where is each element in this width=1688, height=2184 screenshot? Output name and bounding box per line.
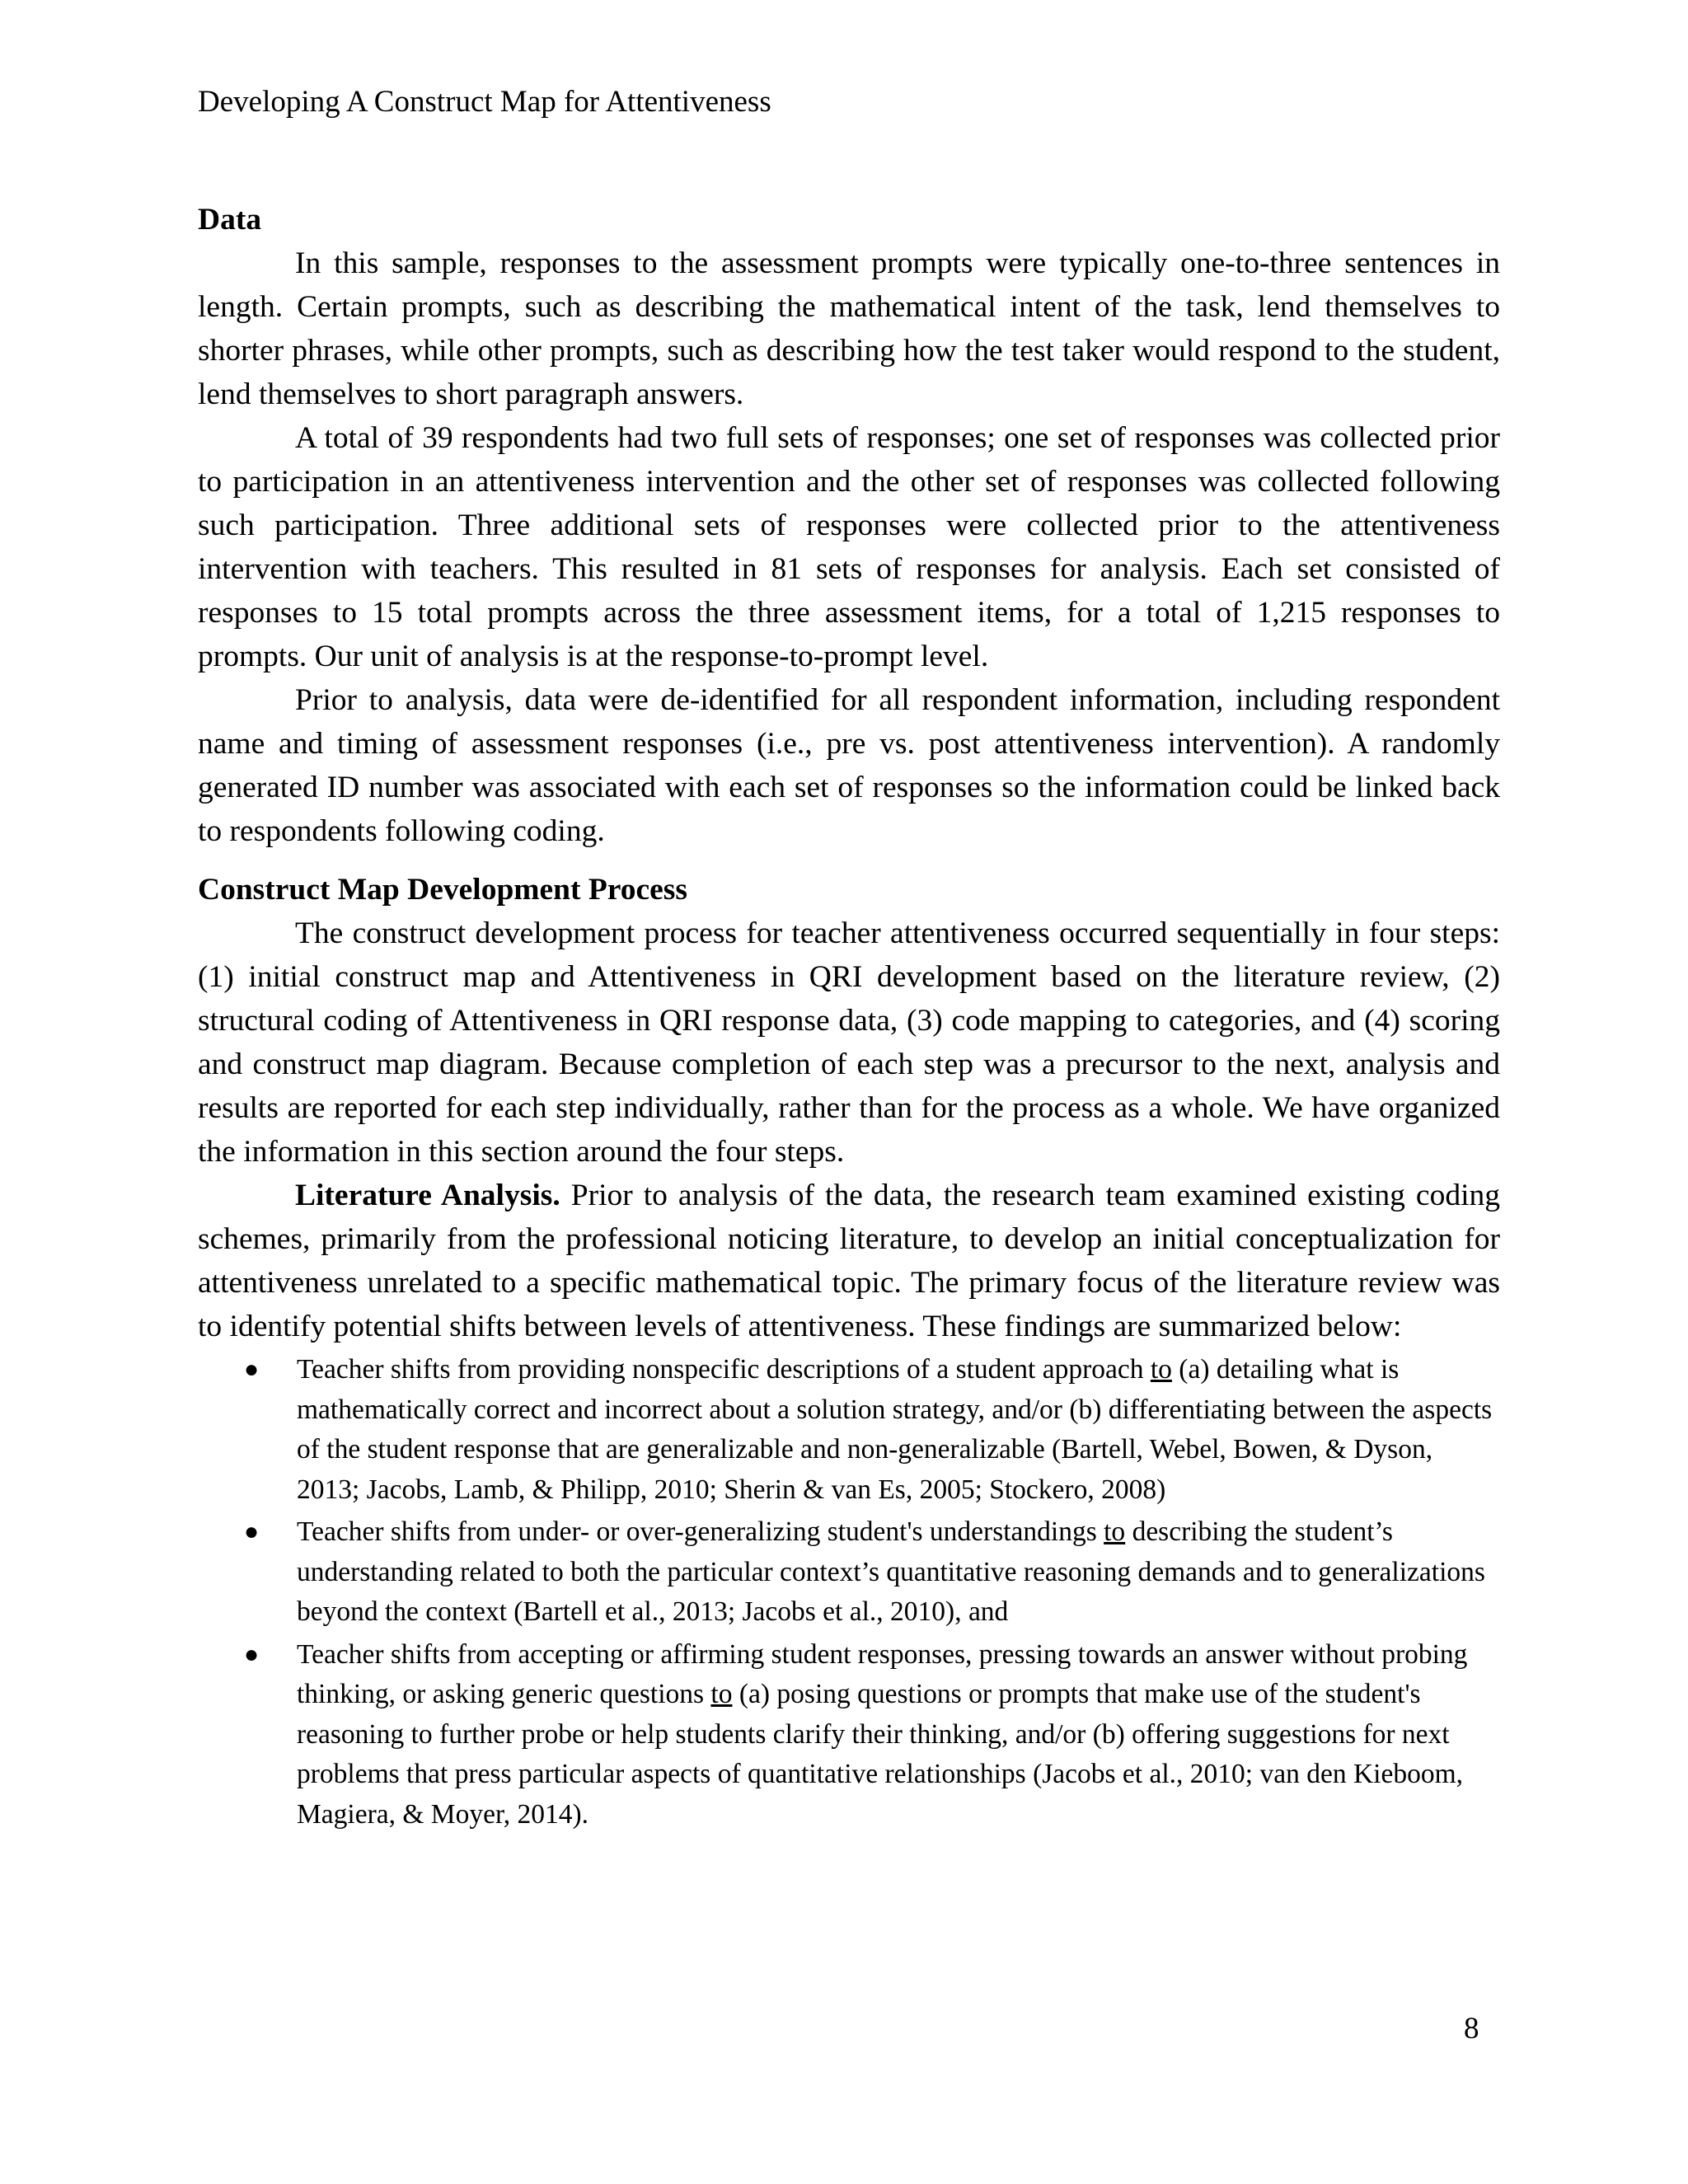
finding-connector: to	[1104, 1516, 1126, 1547]
findings-list	[198, 1350, 1500, 1835]
list-item	[244, 1635, 1500, 1835]
bullet-icon: ●	[244, 1640, 260, 1668]
page-body	[198, 198, 1500, 1837]
section-heading-construct-map: Construct Map Development Process	[198, 873, 687, 907]
bullet-icon: ●	[244, 1518, 260, 1545]
finding-text-start: Teacher shifts from under- or over-generalizing student's understandings	[297, 1516, 1104, 1547]
finding-text-end: describing the student’s understanding related to both the particular context’s quantitative reasoning demands and to generalizations beyond the context (Bartell et al., 2013; Jacobs et al., 2010), and	[297, 1516, 1485, 1627]
literature-analysis-text: Prior to analysis of the data, the research team examined existing coding schemes, primarily from the professional noticing literature, to develop an initial conceptualization for attentiveness unrelated to a specific mathematical topic. The primary focus of the literature review was to identify potential shifts between levels of attentiveness. These findings are summarized below:	[198, 1179, 1500, 1343]
paragraph-data-2: A total of 39 respondents had two full sets of responses; one set of responses was collected prior to participation in an attentiveness intervention and the other set of responses was collected following such participation. Three additional sets of responses were collected prior to the attentiveness intervention with teachers. This resulted in 81 sets of responses for analysis. Each set consisted of responses to 15 total prompts across the three assessment items, for a total of 1,215 responses to prompts. Our unit of analysis is at the response-to-prompt level.	[198, 421, 1500, 673]
paragraph-data-1: In this sample, responses to the assessment prompts were typically one-to-three sentences in length. Certain prompts, such as describing the mathematical intent of the task, lend themselves to shorter phrases, while other prompts, such as describing how the test taker would respond to the student, lend themselves to short paragraph answers.	[198, 246, 1500, 411]
finding-text-end: (a) detailing what is mathematically correct and incorrect about a solution strategy, and/or (b) differentiating between the aspects of the student response that are generalizable and non-generalizable (Bartell, Webel, Bowen, & Dyson, 2013; Jacobs, Lamb, & Philipp, 2010; Sherin & van Es, 2005; Stockero, 2008)	[297, 1354, 1493, 1505]
paragraph-data-3: Prior to analysis, data were de-identified for all respondent information, including respondent name and timing of assessment responses (i.e., pre vs. post attentiveness intervention). A randomly generated ID number was associated with each set of responses so the information could be linked back to respondents following coding.	[198, 683, 1500, 848]
paragraph-construct-1: The construct development process for teacher attentiveness occurred sequentially in four steps: (1) initial construct map and Attentiveness in QRI development based on the literature review, (2) structural coding of Attentiveness in QRI response data, (3) code mapping to categories, and (4) scoring and construct map diagram. Because completion of each step was a precursor to the next, analysis and results are reported for each step individually, rather than for the process as a whole. We have organized the information in this section around the four steps.	[198, 916, 1500, 1169]
running-head: Developing A Construct Map for Attentiveness	[198, 85, 771, 119]
list-item	[244, 1350, 1500, 1510]
literature-analysis-heading: Literature Analysis.	[295, 1179, 560, 1212]
finding-text-start: Teacher shifts from accepting or affirming student responses, pressing towards an answer without probing thinking, or asking generic questions	[297, 1638, 1468, 1709]
finding-connector: to	[1150, 1354, 1172, 1385]
section-heading-data: Data	[198, 203, 262, 237]
finding-text-start: Teacher shifts from providing nonspecific descriptions of a student approach	[297, 1354, 1151, 1385]
list-item	[244, 1512, 1500, 1633]
finding-connector: to	[710, 1679, 733, 1709]
bullet-icon: ●	[244, 1356, 260, 1383]
page-number: 8	[1464, 2012, 1479, 2046]
finding-text-end: (a) posing questions or prompts that make use of the student's reasoning to further probe or help students clarify their thinking, and/or (b) offering suggestions for next problems that press particular aspects of quantitative relationships (Jacobs et al., 2010; van den Kieboom, Magiera, & Moyer, 2014).	[297, 1679, 1463, 1830]
paragraph-literature-analysis	[198, 1174, 1500, 1348]
